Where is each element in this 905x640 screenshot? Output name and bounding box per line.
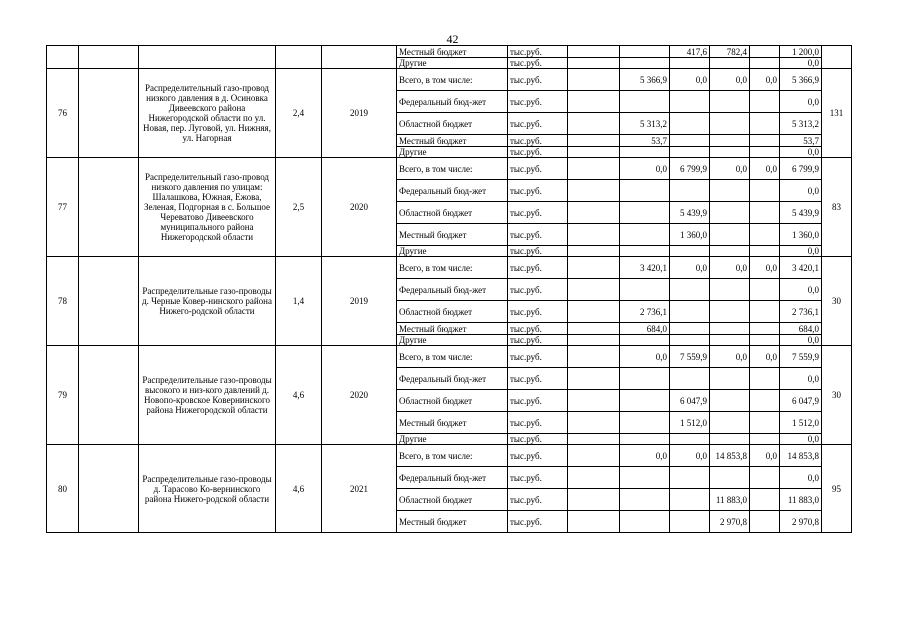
total-cell: 3 420,1 (780, 257, 822, 279)
financing-table (46, 45, 852, 533)
unit-cell: тыс.руб. (508, 246, 568, 257)
value-cell (750, 301, 780, 323)
value-cell (568, 46, 620, 58)
value-cell (670, 246, 710, 257)
value-cell: 5 366,9 (620, 69, 670, 91)
value-cell: 684,0 (620, 323, 670, 335)
empty-cell (79, 69, 139, 158)
value-cell: 14 853,8 (710, 445, 750, 467)
project-result: 30 (822, 257, 852, 346)
value-cell (750, 91, 780, 113)
total-cell: 1 360,0 (780, 224, 822, 246)
funding-category: Всего, в том числе: (397, 346, 508, 368)
value-cell (750, 135, 780, 147)
total-cell: 14 853,8 (780, 445, 822, 467)
value-cell (710, 335, 750, 346)
unit-cell: тыс.руб. (508, 113, 568, 135)
value-cell (620, 279, 670, 301)
value-cell (710, 368, 750, 390)
value-cell (750, 412, 780, 434)
value-cell (620, 46, 670, 58)
value-cell (750, 202, 780, 224)
unit-cell: тыс.руб. (508, 335, 568, 346)
total-cell: 684,0 (780, 323, 822, 335)
total-cell: 5 439,9 (780, 202, 822, 224)
total-cell: 5 313,2 (780, 113, 822, 135)
value-cell: 53,7 (620, 135, 670, 147)
total-cell: 5 366,9 (780, 69, 822, 91)
value-cell (710, 91, 750, 113)
value-cell: 1 512,0 (670, 412, 710, 434)
empty-cell (79, 158, 139, 257)
unit-cell: тыс.руб. (508, 412, 568, 434)
total-cell: 0,0 (780, 335, 822, 346)
value-cell: 0,0 (710, 346, 750, 368)
project-name: Распределительный газо-провод низкого давления по улицам: Шалашкова, Южная, Ежова, Зеленая, Подгорная в с. Большое Череватово Дивеевского муниципального района Нижегородской области (139, 158, 276, 257)
value-cell (670, 335, 710, 346)
empty-cell (79, 257, 139, 346)
unit-cell: тыс.руб. (508, 69, 568, 91)
funding-category: Местный бюджет (397, 412, 508, 434)
unit-cell: тыс.руб. (508, 434, 568, 445)
total-cell: 0,0 (780, 91, 822, 113)
project-year: 2020 (322, 346, 397, 445)
unit-cell: тыс.руб. (508, 489, 568, 511)
value-cell (568, 323, 620, 335)
value-cell (710, 467, 750, 489)
funding-category: Местный бюджет (397, 511, 508, 533)
project-result: 131 (822, 69, 852, 158)
value-cell (620, 202, 670, 224)
value-cell: 5 313,2 (620, 113, 670, 135)
total-cell: 0,0 (780, 58, 822, 69)
value-cell (620, 91, 670, 113)
table-row (47, 46, 852, 58)
value-cell (750, 368, 780, 390)
value-cell (568, 279, 620, 301)
project-year: 2019 (322, 69, 397, 158)
value-cell (750, 46, 780, 58)
total-cell: 11 883,0 (780, 489, 822, 511)
project-year: 2019 (322, 257, 397, 346)
value-cell: 782,4 (710, 46, 750, 58)
total-cell: 0,0 (780, 467, 822, 489)
value-cell: 1 360,0 (670, 224, 710, 246)
unit-cell: тыс.руб. (508, 346, 568, 368)
empty-cell (79, 46, 139, 69)
value-cell (568, 257, 620, 279)
funding-category: Другие (397, 147, 508, 158)
unit-cell: тыс.руб. (508, 91, 568, 113)
total-cell: 1 200,0 (780, 46, 822, 58)
total-cell: 0,0 (780, 279, 822, 301)
value-cell (568, 489, 620, 511)
value-cell (620, 489, 670, 511)
value-cell (670, 489, 710, 511)
value-cell (750, 246, 780, 257)
unit-cell: тыс.руб. (508, 180, 568, 202)
name-cell (139, 46, 276, 69)
value-cell (568, 91, 620, 113)
value-cell (670, 180, 710, 202)
value-cell (750, 467, 780, 489)
value-cell (568, 445, 620, 467)
unit-cell: тыс.руб. (508, 257, 568, 279)
value-cell (568, 202, 620, 224)
unit-cell: тыс.руб. (508, 279, 568, 301)
value-cell (750, 279, 780, 301)
funding-category: Другие (397, 434, 508, 445)
value-cell (710, 390, 750, 412)
total-cell: 6 047,9 (780, 390, 822, 412)
value-cell: 0,0 (750, 158, 780, 180)
value-cell (670, 301, 710, 323)
total-cell: 1 512,0 (780, 412, 822, 434)
funding-category: Федеральный бюд-жет (397, 91, 508, 113)
funding-category: Всего, в том числе: (397, 257, 508, 279)
value-cell: 0,0 (710, 69, 750, 91)
funding-category: Областной бюджет (397, 489, 508, 511)
value-cell: 7 559,9 (670, 346, 710, 368)
value-cell (670, 368, 710, 390)
project-name: Распределительные газо-проводы высокого и низ-кого давлений д. Новопо-кровское Ковернинского района Нижегородской области (139, 346, 276, 445)
value-cell (750, 58, 780, 69)
value-cell (670, 58, 710, 69)
project-name: Распределительные газо-проводы д. Тарасово Ко-вернинского района Нижего-родской области (139, 445, 276, 533)
value-cell (620, 368, 670, 390)
value-cell (670, 434, 710, 445)
value-cell (568, 158, 620, 180)
value-cell: 0,0 (710, 257, 750, 279)
value-cell (568, 113, 620, 135)
value-cell (750, 390, 780, 412)
funding-category: Областной бюджет (397, 202, 508, 224)
value-cell (620, 335, 670, 346)
value-cell: 0,0 (750, 69, 780, 91)
project-length: 4,6 (276, 445, 322, 533)
value-cell (750, 180, 780, 202)
value-cell (620, 246, 670, 257)
empty-cell (79, 445, 139, 533)
project-year: 2020 (322, 158, 397, 257)
value-cell (710, 246, 750, 257)
funding-category: Местный бюджет (397, 135, 508, 147)
total-cell: 0,0 (780, 368, 822, 390)
funding-category: Федеральный бюд-жет (397, 180, 508, 202)
funding-category: Федеральный бюд-жет (397, 467, 508, 489)
total-cell: 53,7 (780, 135, 822, 147)
value-cell (568, 147, 620, 158)
value-cell (670, 279, 710, 301)
value-cell (710, 412, 750, 434)
value-cell (670, 113, 710, 135)
value-cell (750, 224, 780, 246)
funding-category: Местный бюджет (397, 46, 508, 58)
table-row (47, 445, 852, 467)
value-cell: 6 799,9 (670, 158, 710, 180)
value-cell (620, 180, 670, 202)
table-row (47, 257, 852, 279)
project-number: 79 (47, 346, 79, 445)
value-cell: 2 736,1 (620, 301, 670, 323)
funding-category: Другие (397, 58, 508, 69)
funding-category: Федеральный бюд-жет (397, 279, 508, 301)
value-cell (670, 323, 710, 335)
value-cell: 0,0 (620, 346, 670, 368)
value-cell (670, 135, 710, 147)
project-number: 78 (47, 257, 79, 346)
funding-category: Областной бюджет (397, 390, 508, 412)
value-cell: 0,0 (620, 445, 670, 467)
value-cell (620, 224, 670, 246)
project-number: 77 (47, 158, 79, 257)
funding-category: Областной бюджет (397, 301, 508, 323)
project-number: 80 (47, 445, 79, 533)
value-cell (670, 511, 710, 533)
value-cell (750, 511, 780, 533)
value-cell: 0,0 (750, 445, 780, 467)
value-cell (710, 202, 750, 224)
value-cell: 2 970,8 (710, 511, 750, 533)
empty-cell (79, 346, 139, 445)
total-cell: 7 559,9 (780, 346, 822, 368)
value-cell: 3 420,1 (620, 257, 670, 279)
project-result: 95 (822, 445, 852, 533)
value-cell (710, 323, 750, 335)
value-cell: 0,0 (710, 158, 750, 180)
project-result: 30 (822, 346, 852, 445)
value-cell (710, 135, 750, 147)
unit-cell: тыс.руб. (508, 511, 568, 533)
funding-category: Областной бюджет (397, 113, 508, 135)
project-year: 2021 (322, 445, 397, 533)
value-cell: 0,0 (750, 346, 780, 368)
project-number: 76 (47, 69, 79, 158)
value-cell (710, 147, 750, 158)
value-cell (568, 69, 620, 91)
value-cell (620, 467, 670, 489)
funding-category: Федеральный бюд-жет (397, 368, 508, 390)
value-cell: 5 439,9 (670, 202, 710, 224)
value-cell (620, 58, 670, 69)
funding-category: Местный бюджет (397, 323, 508, 335)
project-name: Распределительные газо-проводы д. Черные Ковер-нинского района Нижего-родской области (139, 257, 276, 346)
table-row (47, 158, 852, 180)
value-cell: 6 047,9 (670, 390, 710, 412)
value-cell (568, 135, 620, 147)
value-cell (568, 246, 620, 257)
value-cell (670, 147, 710, 158)
value-cell (710, 301, 750, 323)
funding-category: Всего, в том числе: (397, 158, 508, 180)
total-cell: 2 736,1 (780, 301, 822, 323)
value-cell (710, 180, 750, 202)
value-cell: 0,0 (750, 257, 780, 279)
unit-cell: тыс.руб. (508, 58, 568, 69)
value-cell (620, 147, 670, 158)
table-row (47, 69, 852, 91)
total-cell: 0,0 (780, 147, 822, 158)
unit-cell: тыс.руб. (508, 147, 568, 158)
unit-cell: тыс.руб. (508, 202, 568, 224)
result-cell (822, 46, 852, 69)
value-cell (568, 390, 620, 412)
unit-cell: тыс.руб. (508, 301, 568, 323)
unit-cell: тыс.руб. (508, 445, 568, 467)
project-length: 1,4 (276, 257, 322, 346)
value-cell (568, 412, 620, 434)
unit-cell: тыс.руб. (508, 224, 568, 246)
funding-category: Местный бюджет (397, 224, 508, 246)
project-length: 2,5 (276, 158, 322, 257)
num-cell (47, 46, 79, 69)
value-cell (620, 434, 670, 445)
value-cell (568, 346, 620, 368)
value-cell (750, 113, 780, 135)
value-cell (710, 224, 750, 246)
value-cell (750, 489, 780, 511)
unit-cell: тыс.руб. (508, 135, 568, 147)
value-cell (710, 58, 750, 69)
value-cell (750, 335, 780, 346)
value-cell (750, 323, 780, 335)
value-cell (568, 511, 620, 533)
unit-cell: тыс.руб. (508, 368, 568, 390)
unit-cell: тыс.руб. (508, 390, 568, 412)
value-cell: 0,0 (620, 158, 670, 180)
value-cell (620, 511, 670, 533)
value-cell (568, 335, 620, 346)
value-cell (620, 412, 670, 434)
year-cell (322, 46, 397, 69)
total-cell: 0,0 (780, 434, 822, 445)
value-cell (568, 224, 620, 246)
value-cell (710, 279, 750, 301)
project-length: 4,6 (276, 346, 322, 445)
value-cell: 11 883,0 (710, 489, 750, 511)
value-cell (750, 434, 780, 445)
value-cell (750, 147, 780, 158)
value-cell (670, 91, 710, 113)
value-cell: 0,0 (670, 69, 710, 91)
value-cell (568, 467, 620, 489)
value-cell (670, 467, 710, 489)
funding-category: Другие (397, 246, 508, 257)
value-cell: 0,0 (670, 445, 710, 467)
total-cell: 0,0 (780, 180, 822, 202)
funding-category: Другие (397, 335, 508, 346)
value-cell (710, 113, 750, 135)
value-cell (568, 301, 620, 323)
value-cell (568, 180, 620, 202)
length-cell (276, 46, 322, 69)
total-cell: 2 970,8 (780, 511, 822, 533)
value-cell (568, 368, 620, 390)
unit-cell: тыс.руб. (508, 46, 568, 58)
total-cell: 0,0 (780, 246, 822, 257)
project-length: 2,4 (276, 69, 322, 158)
unit-cell: тыс.руб. (508, 158, 568, 180)
funding-category: Всего, в том числе: (397, 69, 508, 91)
unit-cell: тыс.руб. (508, 467, 568, 489)
funding-category: Всего, в том числе: (397, 445, 508, 467)
project-name: Распределительный газо-провод низкого давления в д. Осиновка Дивеевского района Нижегородской области по ул. Новая, пер. Луговой, ул. Нижняя, ул. Нагорная (139, 69, 276, 158)
project-result: 83 (822, 158, 852, 257)
value-cell (620, 390, 670, 412)
value-cell (568, 58, 620, 69)
value-cell (568, 434, 620, 445)
value-cell (710, 434, 750, 445)
value-cell: 417,6 (670, 46, 710, 58)
page-number: 42 (446, 32, 459, 46)
unit-cell: тыс.руб. (508, 323, 568, 335)
total-cell: 6 799,9 (780, 158, 822, 180)
table-row (47, 346, 852, 368)
value-cell: 0,0 (670, 257, 710, 279)
